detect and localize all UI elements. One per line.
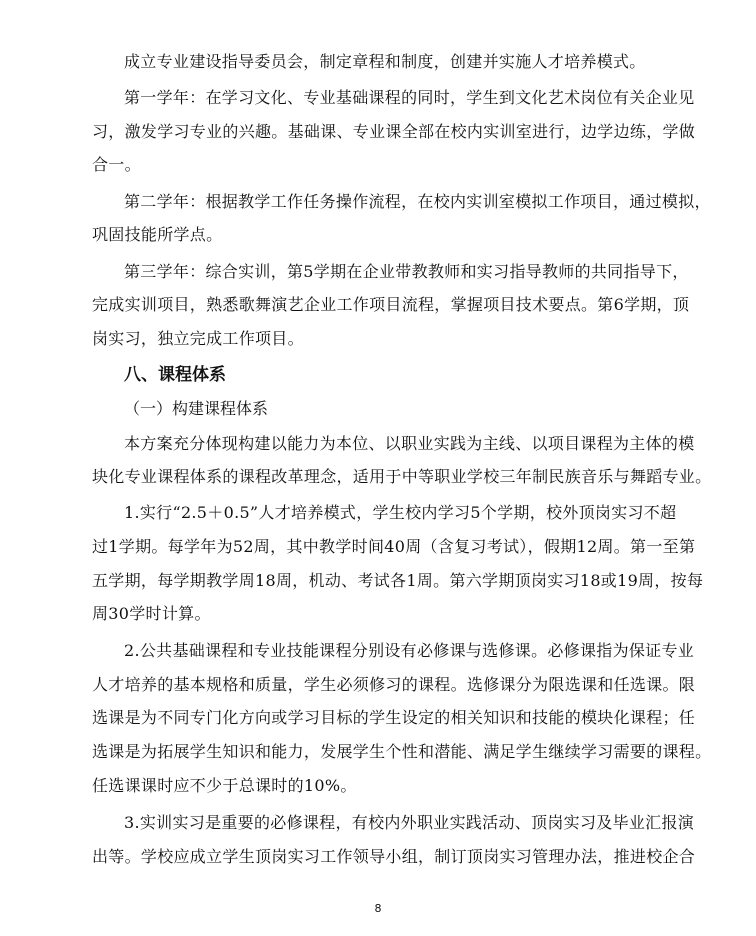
year1-line: 第一学年：在学习文化、专业基础课程的同时，学生到文化艺术岗位有关企业见 <box>124 88 695 107</box>
year1-line: 习，激发学习专业的兴趣。基础课、专业课全部在校内实训室进行，边学边练，学做 <box>92 122 696 141</box>
item1-line: 周30学时计算。 <box>92 604 211 623</box>
summary-line: 块化专业课程体系的课程改革理念，适用于中等职业学校三年制民族音乐与舞蹈专业。 <box>92 467 712 486</box>
item2-line: 人才培养的基本规格和质量，学生必须修习的课程。选修课分为限选课和任选课。限 <box>92 675 696 694</box>
item1-line: 1.实行“2.5＋0.5”人才培养模式，学生校内学习5个学期，校外顶岗实习不超 <box>124 503 677 522</box>
section-heading: 八、课程体系 <box>124 365 226 385</box>
summary-line: 本方案充分体现构建以能力为本位、以职业实践为主线、以项目课程为主体的模 <box>124 434 695 453</box>
item3-line: 出等。学校应成立学生顶岗实习工作领导小组，制订顶岗实习管理办法，推进校企合 <box>92 847 696 866</box>
year2-line: 第二学年：根据教学工作任务操作流程，在校内实训室模拟工作项目，通过模拟， <box>124 192 711 211</box>
item2-line: 选课是为拓展学生知识和能力，发展学生个性和潜能、满足学生继续学习需要的课程。 <box>92 742 712 761</box>
page-number: 8 <box>374 902 382 915</box>
item2-line: 2.公共基础课程和专业技能课程分别设有必修课与选修课。必修课指为保证专业 <box>124 641 695 660</box>
item2-line: 任选课课时应不少于总课时的10%。 <box>92 776 357 795</box>
item1-line: 过1学期。每学年为52周，其中教学时间40周（含复习考试），假期12周。第一至第 <box>92 537 696 556</box>
intro-line: 成立专业建设指导委员会，制定章程和制度，创建并实施人才培养模式。 <box>124 52 646 71</box>
item3-line: 3.实训实习是重要的必修课程，有校内外职业实践活动、顶岗实习及毕业汇报演 <box>124 813 695 832</box>
item1-line: 五学期，每学期教学周18周，机动、考试各1周。第六学期顶岗实习18或19周，按每 <box>92 571 704 590</box>
year3-line: 岗实习，独立完成工作项目。 <box>92 329 304 348</box>
subsection-heading: （一）构建课程体系 <box>124 399 269 418</box>
year3-line: 第三学年：综合实训，第5学期在企业带教教师和实习指导教师的共同指导下， <box>124 262 689 281</box>
year2-line: 巩固技能所学点。 <box>92 225 223 244</box>
year3-line: 完成实训项目，熟悉歌舞演艺企业工作项目流程，掌握项目技术要点。第6学期，顶 <box>92 295 690 314</box>
year1-line: 合一。 <box>92 155 141 174</box>
item2-line: 选课是为不同专门化方向或学习目标的学生设定的相关知识和技能的模块化课程；任 <box>92 708 696 727</box>
